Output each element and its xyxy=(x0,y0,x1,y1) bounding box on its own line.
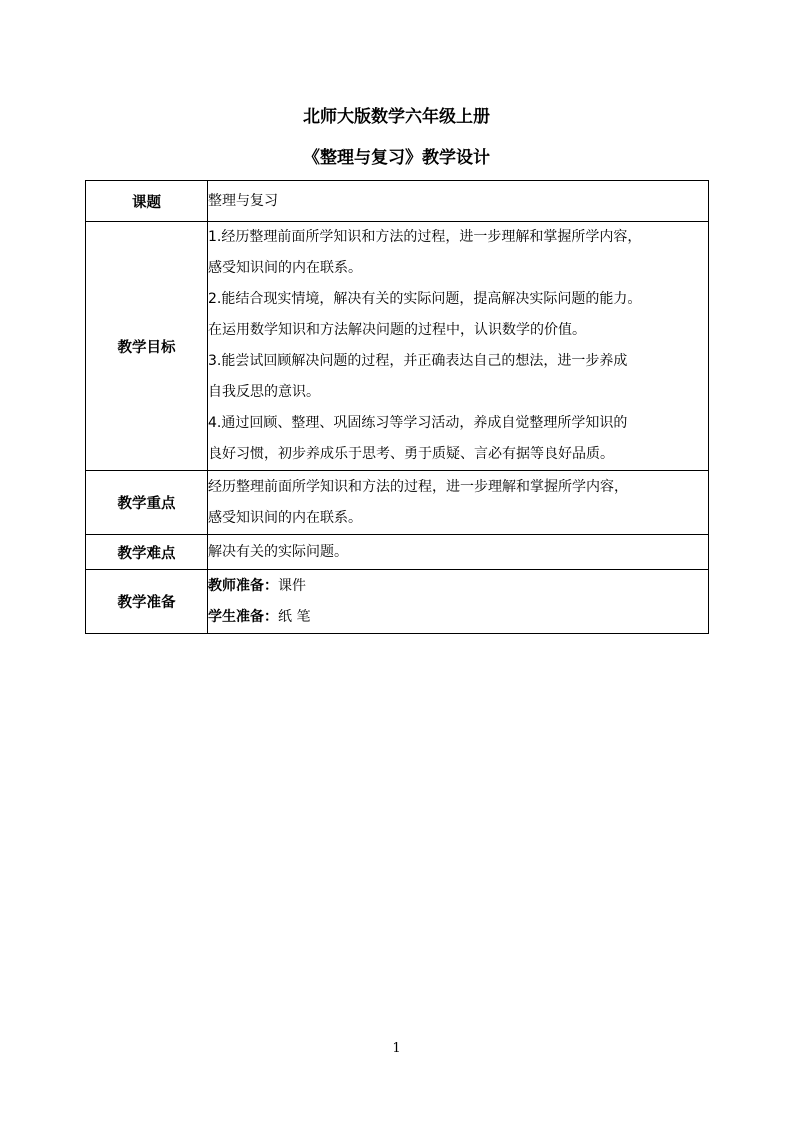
student-preparation-value: 纸 笔 xyxy=(278,608,311,625)
table-row-preparation xyxy=(86,570,709,634)
table-row-key-points xyxy=(86,471,709,535)
difficulties-label: 教学难点 xyxy=(86,535,208,570)
goals-line: 感受知识间的内在联系。 xyxy=(208,260,362,276)
document-title: 北师大版数学六年级上册 xyxy=(303,107,490,127)
key-points-line: 感受知识间的内在联系。 xyxy=(208,509,362,526)
teacher-preparation-value: 课件 xyxy=(278,577,306,594)
topic-value: 整理与复习 xyxy=(208,181,709,222)
table-row-difficulties xyxy=(86,535,709,570)
preparation-content xyxy=(208,570,709,634)
key-points-content xyxy=(208,471,709,535)
teacher-preparation-label: 教师准备： xyxy=(208,577,278,594)
key-points-line: 经历整理前面所学知识和方法的过程，进一步理解和掌握所学内容， xyxy=(208,478,628,495)
table-row-goals xyxy=(86,222,709,471)
difficulties-value: 解决有关的实际问题。 xyxy=(208,535,709,570)
topic-label: 课题 xyxy=(86,181,208,222)
goals-label: 教学目标 xyxy=(86,222,208,471)
goals-line: 在运用数学知识和方法解决问题的过程中，认识数学的价值。 xyxy=(208,322,586,338)
document-subtitle: 《整理与复习》教学设计 xyxy=(303,148,490,168)
goals-line: 自我反思的意识。 xyxy=(208,384,320,400)
goals-line: 良好习惯，初步养成乐于思考、勇于质疑、言必有据等良好品质。 xyxy=(208,446,614,462)
goals-line: 2.能结合现实情境，解决有关的实际问题，提高解决实际问题的能力。 xyxy=(208,291,642,307)
table-row-topic xyxy=(86,181,709,222)
teacher-preparation xyxy=(208,571,708,602)
student-preparation xyxy=(208,602,708,633)
goals-line: 3.能尝试回顾解决问题的过程，并正确表达自己的想法，进一步养成 xyxy=(208,353,628,369)
page-number: 1 xyxy=(392,1041,401,1056)
goals-content xyxy=(208,222,709,471)
student-preparation-label: 学生准备： xyxy=(208,608,278,625)
lesson-plan-table xyxy=(85,180,709,634)
goals-line: 4.通过回顾、整理、巩固练习等学习活动，养成自觉整理所学知识的 xyxy=(208,415,628,431)
preparation-label: 教学准备 xyxy=(86,570,208,634)
goals-line: 1.经历整理前面所学知识和方法的过程，进一步理解和掌握所学内容， xyxy=(208,229,642,245)
key-points-label: 教学重点 xyxy=(86,471,208,535)
